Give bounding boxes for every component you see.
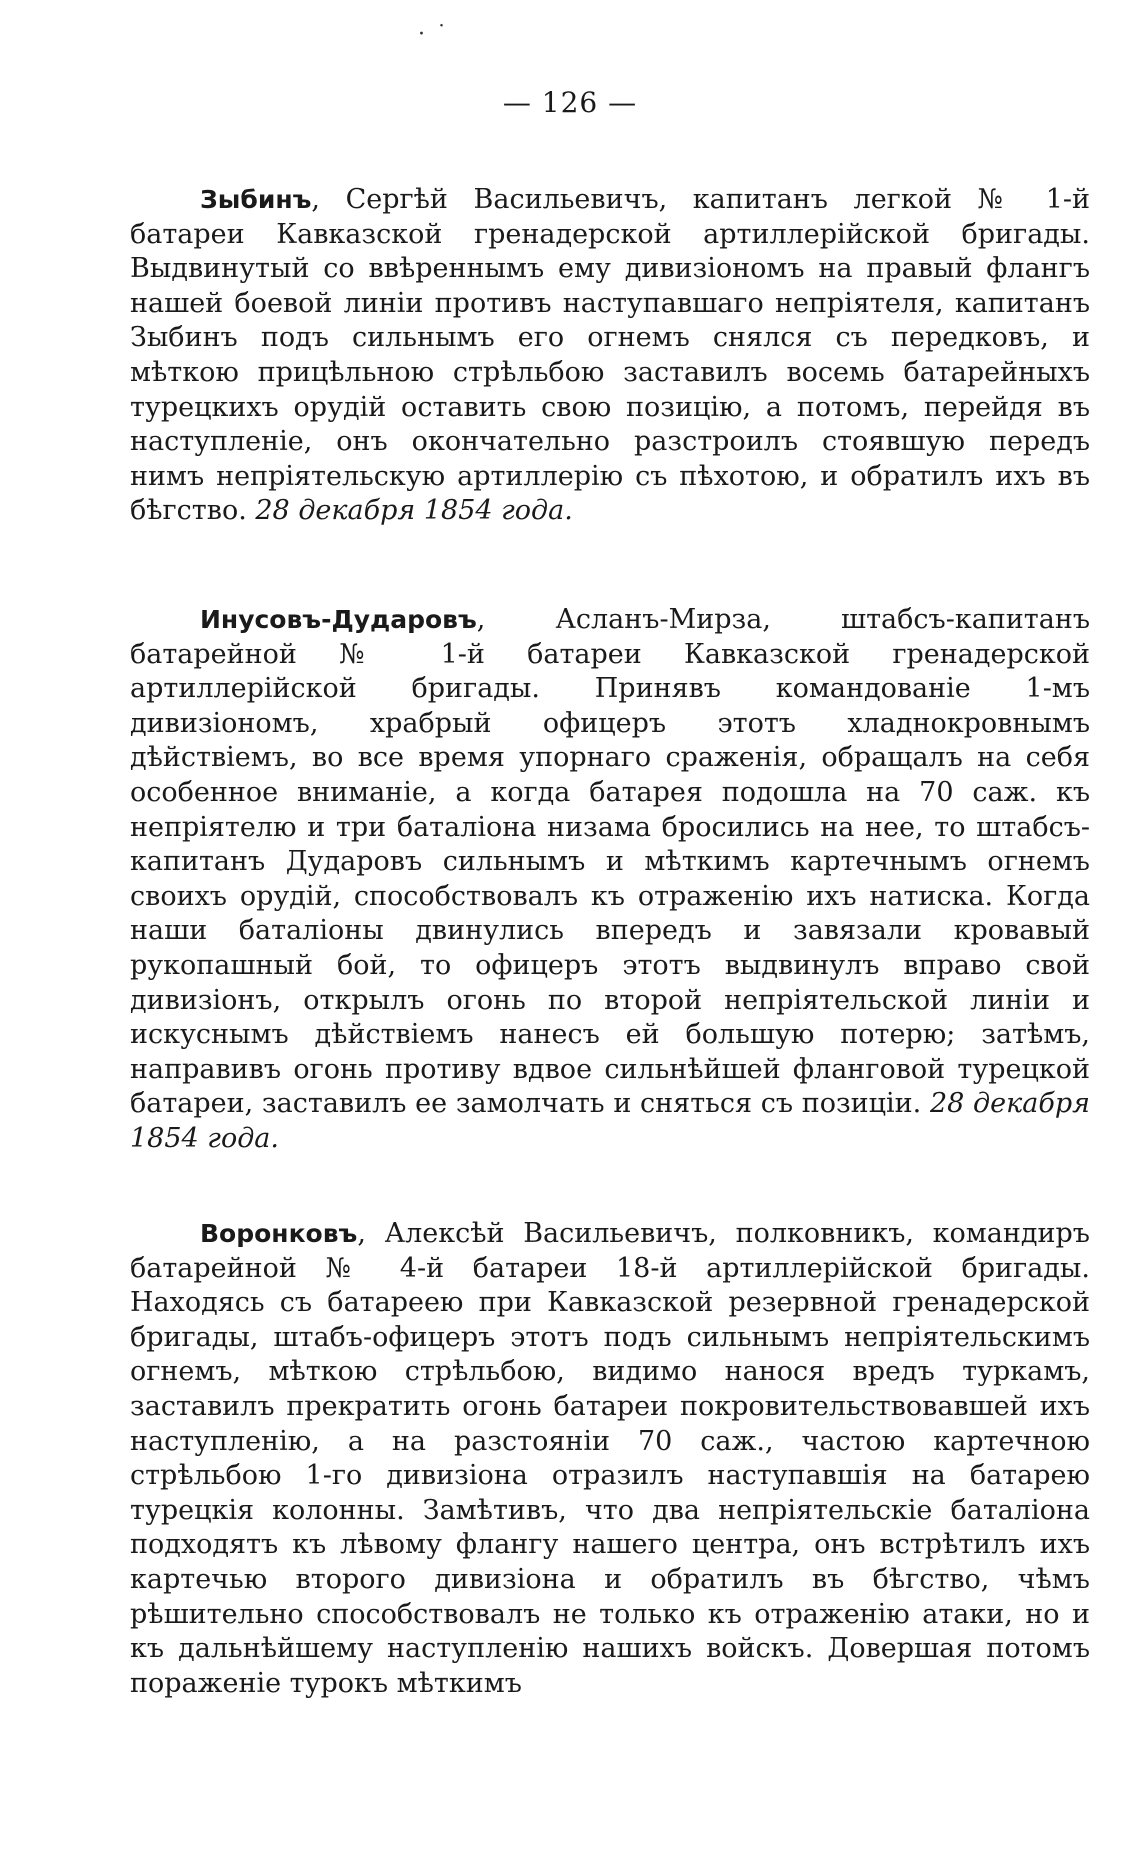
entry-paragraph xyxy=(130,1217,1090,1701)
page-number: — 126 — xyxy=(502,86,638,119)
entry-date: 28 декабря 1854 года. xyxy=(255,495,573,527)
entry-name: Зыбинъ xyxy=(200,185,312,214)
entry-name: Воронковъ xyxy=(200,1219,358,1248)
print-speck: · ˙ xyxy=(418,22,449,47)
entry-paragraph xyxy=(130,183,1090,529)
entry-paragraph xyxy=(130,603,1090,1157)
entry-text: , Сергѣй Васильевичъ, капитанъ легкой № 1-й батареи Кавказской гренадерской артиллерійской бригады. Выдвинутый со ввѣреннымъ ему дивизіономъ на правый флангъ нашей боевой линіи противъ наступавшаго непріятеля, капитанъ Зыбинъ подъ сильнымъ его огнемъ снялся съ передковъ, и мѣткою прицѣльною стрѣльбою заставилъ восемь батарейныхъ турецкихъ орудій оставить свою позицію, а потомъ, перейдя въ наступленіе, онъ окончательно разстроилъ стоявшую передъ нимъ непріятельскую артиллерію съ пѣхотою, и обратилъ ихъ въ бѣгство. xyxy=(130,184,1090,527)
entry-date: 28 декабря 1854 года. xyxy=(130,1088,1091,1154)
entry-name: Инусовъ-Дударовъ xyxy=(200,605,477,634)
entry-text: , Асланъ-Мирза, штабсъ-капитанъ батарейной № 1-й батареи Кавказской гренадерской артиллерійской бригады. Принявъ командованіе 1-мъ дивизіономъ, храбрый офицеръ этотъ хладнокровнымъ дѣйствіемъ, во все время упорнаго сраженія, обращалъ на себя особенное вниманіе, а когда батарея подошла на 70 саж. къ непріятелю и три баталіона низама бросились на нее, то штабсъ-капитанъ Дударовъ сильнымъ и мѣткимъ картечнымъ огнемъ своихъ орудій, способствовалъ къ отраженію ихъ натиска. Когда наши баталіоны двинулись впередъ и завязали кровавый рукопашный бой, то офицеръ этотъ выдвинулъ вправо свой дивизіонъ, открылъ огонь по второй непріятельской линіи и искуснымъ дѣйствіемъ нанесъ ей большую потерю; затѣмъ, направивъ огонь противу вдвое сильнѣйшей фланговой турецкой батареи, заставилъ ее замолчать и сняться съ позиціи. xyxy=(130,604,1090,1120)
entry-text: , Алексѣй Васильевичъ, полковникъ, командиръ батарейной № 4-й батареи 18-й артиллерійской бригады. Находясь съ батареею при Кавказской резервной гренадерской бригады, штабъ-офицеръ этотъ подъ сильнымъ непріятельскимъ огнемъ, мѣткою стрѣльбою, видимо нанося вредъ туркамъ, заставилъ прекратить огонь батареи покровительствовавшей ихъ наступленію, а на разстояніи 70 саж., частою картечною стрѣльбою 1-го дивизіона отразилъ наступавшія на батарею турецкія колонны. Замѣтивъ, что два непріятельскіе баталіона подходятъ къ лѣвому флангу нашего центра, онъ встрѣтилъ ихъ картечью второго дивизіона и обратилъ въ бѣгство, чѣмъ рѣшительно способствовалъ не только къ отраженію атаки, но и къ дальнѣйшему наступленію нашихъ войскъ. Довершая потомъ пораженіе турокъ мѣткимъ xyxy=(130,1218,1090,1699)
